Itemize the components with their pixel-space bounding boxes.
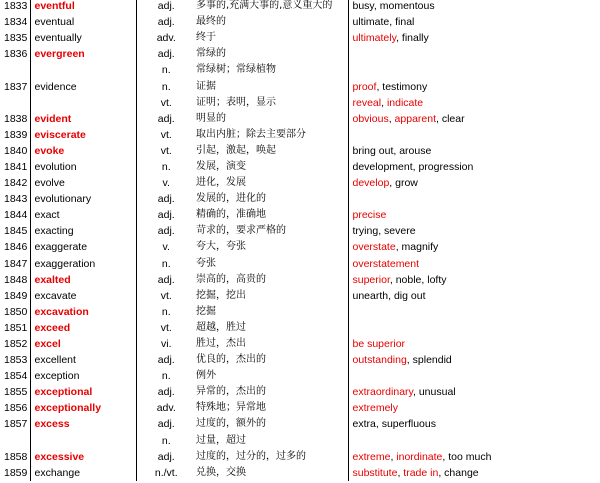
chinese-definition: 兑换，交换 xyxy=(192,465,348,481)
synonyms-cell xyxy=(348,304,600,320)
chinese-definition: 证明；表明，显示 xyxy=(192,95,348,111)
entry-number: 1840 xyxy=(0,143,30,159)
synonym: development xyxy=(352,160,413,173)
chinese-definition: 挖掘，挖出 xyxy=(192,288,348,304)
synonym-separator: , xyxy=(397,466,404,479)
vocab-row xyxy=(0,0,600,14)
synonym: extremely xyxy=(352,402,399,415)
synonyms-cell xyxy=(348,384,600,400)
synonym-separator: , xyxy=(396,32,402,45)
synonym: apparent xyxy=(394,112,436,125)
synonym: dig out xyxy=(393,289,426,302)
part-of-speech: n. xyxy=(161,370,171,383)
synonyms-cell xyxy=(348,175,600,191)
chinese-definition: 胜过，杰出 xyxy=(192,336,348,352)
vocab-row xyxy=(0,336,600,352)
synonym: noble xyxy=(395,273,422,286)
part-of-speech: vt. xyxy=(160,128,172,141)
synonym: be superior xyxy=(352,338,406,351)
synonym: overstate xyxy=(352,241,396,254)
entry-number xyxy=(0,95,30,111)
entry-word: eventually xyxy=(30,30,136,46)
entry-number xyxy=(0,62,30,78)
entry-number: 1836 xyxy=(0,46,30,62)
synonym: trade in xyxy=(403,466,439,479)
synonyms-cell xyxy=(348,320,600,336)
vocab-row xyxy=(0,368,600,384)
entry-number: 1835 xyxy=(0,30,30,46)
part-of-speech: adj. xyxy=(157,0,175,13)
vocab-row xyxy=(0,14,600,30)
entry-word: exacting xyxy=(30,223,136,239)
chinese-definition: 特殊地；异常地 xyxy=(192,400,348,416)
part-of-speech: n./vt. xyxy=(154,466,178,479)
synonym: severe xyxy=(384,225,416,238)
synonym: bring out xyxy=(352,144,394,157)
chinese-definition: 优良的，杰出的 xyxy=(192,352,348,368)
synonym: extra xyxy=(352,418,376,431)
vocab-row xyxy=(0,433,600,449)
part-of-speech: vt. xyxy=(160,96,172,109)
entry-word: exception xyxy=(30,368,136,384)
synonyms-cell xyxy=(348,449,600,465)
part-of-speech: v. xyxy=(162,241,170,254)
entry-number: 1847 xyxy=(0,256,30,272)
synonym: grow xyxy=(395,177,418,190)
part-of-speech: vt. xyxy=(160,144,172,157)
synonyms-cell xyxy=(348,159,600,175)
part-of-speech: adj. xyxy=(157,418,175,431)
synonym: splendid xyxy=(412,354,452,367)
chinese-definition: 最终的 xyxy=(192,14,348,30)
vocab-row xyxy=(0,78,600,94)
vocab-row xyxy=(0,62,600,78)
part-of-speech: n. xyxy=(161,64,171,77)
vocab-row xyxy=(0,352,600,368)
vocab-row xyxy=(0,384,600,400)
synonym: overstatement xyxy=(352,257,420,270)
synonym: precise xyxy=(352,209,387,222)
part-of-speech: adj. xyxy=(157,16,175,29)
part-of-speech: adv. xyxy=(156,402,176,415)
vocab-row xyxy=(0,46,600,62)
synonyms-cell xyxy=(348,239,600,255)
entry-word: excessive xyxy=(30,449,136,465)
part-of-speech: vt. xyxy=(160,321,172,334)
synonym: superior xyxy=(352,273,390,286)
entry-number: 1850 xyxy=(0,304,30,320)
vocab-row xyxy=(0,288,600,304)
chinese-definition: 终于 xyxy=(192,30,348,46)
entry-word: eventual xyxy=(30,14,136,30)
chinese-definition: 明显的 xyxy=(192,111,348,127)
synonym-separator: , xyxy=(389,177,396,190)
entry-word xyxy=(30,433,136,449)
part-of-speech: n. xyxy=(161,160,171,173)
vocab-row xyxy=(0,175,600,191)
synonyms-cell xyxy=(348,143,600,159)
synonym: unearth xyxy=(352,289,389,302)
synonym: testimony xyxy=(382,80,428,93)
chinese-definition: 异常的，杰出的 xyxy=(192,384,348,400)
chinese-definition: 夸张 xyxy=(192,256,348,272)
synonym-separator: , xyxy=(388,289,394,302)
synonym: magnify xyxy=(401,241,439,254)
synonym-separator: , xyxy=(406,354,413,367)
part-of-speech: n. xyxy=(161,305,171,318)
synonym: ultimate xyxy=(352,16,390,29)
synonym: indicate xyxy=(386,96,424,109)
synonym: develop xyxy=(352,177,390,190)
entry-number: 1856 xyxy=(0,400,30,416)
chinese-definition: 发展的，进化的 xyxy=(192,191,348,207)
entry-number: 1859 xyxy=(0,465,30,481)
chinese-definition: 崇高的，高贵的 xyxy=(192,272,348,288)
entry-number: 1858 xyxy=(0,449,30,465)
vocab-row xyxy=(0,256,600,272)
synonym-separator: , xyxy=(393,144,400,157)
entry-word: evoke xyxy=(30,143,136,159)
entry-word: excel xyxy=(30,336,136,352)
entry-word: exaggeration xyxy=(30,256,136,272)
part-of-speech: v. xyxy=(162,177,170,190)
synonym: too much xyxy=(448,450,492,463)
part-of-speech: adj. xyxy=(157,450,175,463)
entry-word: evolutionary xyxy=(30,191,136,207)
chinese-definition: 超越，胜过 xyxy=(192,320,348,336)
vocab-row xyxy=(0,111,600,127)
synonym-separator: , xyxy=(375,418,382,431)
entry-number: 1848 xyxy=(0,272,30,288)
entry-number: 1843 xyxy=(0,191,30,207)
entry-number: 1846 xyxy=(0,239,30,255)
part-of-speech: adj. xyxy=(157,273,175,286)
synonyms-cell xyxy=(348,78,600,94)
synonym-separator: , xyxy=(388,112,395,125)
entry-word: evolve xyxy=(30,175,136,191)
synonym: finally xyxy=(401,32,429,45)
chinese-definition: 证据 xyxy=(192,78,348,94)
entry-word: exceptionally xyxy=(30,400,136,416)
part-of-speech: adj. xyxy=(157,386,175,399)
synonym: inordinate xyxy=(396,450,443,463)
chinese-definition: 引起，激起，唤起 xyxy=(192,143,348,159)
entry-word xyxy=(30,62,136,78)
vocab-row xyxy=(0,416,600,432)
part-of-speech: adj. xyxy=(157,112,175,125)
part-of-speech: n. xyxy=(161,434,171,447)
vocab-row xyxy=(0,191,600,207)
synonym-separator: , xyxy=(389,16,396,29)
vocab-row xyxy=(0,239,600,255)
synonym: final xyxy=(395,16,415,29)
synonym: arouse xyxy=(399,144,432,157)
synonym-separator: , xyxy=(412,160,419,173)
entry-number: 1854 xyxy=(0,368,30,384)
entry-word: excavation xyxy=(30,304,136,320)
synonym-separator: , xyxy=(381,96,387,109)
entry-word xyxy=(30,95,136,111)
entry-number: 1842 xyxy=(0,175,30,191)
chinese-definition: 夸大，夸张 xyxy=(192,239,348,255)
entry-word: evidence xyxy=(30,78,136,94)
synonym: momentous xyxy=(379,0,435,13)
entry-word: excess xyxy=(30,416,136,432)
synonyms-cell xyxy=(348,46,600,62)
synonym: busy xyxy=(352,0,374,13)
vocab-row xyxy=(0,143,600,159)
synonyms-cell xyxy=(348,14,600,30)
entry-number: 1855 xyxy=(0,384,30,400)
synonym: trying xyxy=(352,225,379,238)
synonym-separator: , xyxy=(442,450,449,463)
synonyms-cell xyxy=(348,368,600,384)
entry-word: evident xyxy=(30,111,136,127)
entry-number: 1833 xyxy=(0,0,30,14)
synonym-separator: , xyxy=(395,241,402,254)
chinese-definition: 过量，超过 xyxy=(192,433,348,449)
synonyms-cell xyxy=(348,62,600,78)
entry-number: 1841 xyxy=(0,159,30,175)
synonyms-cell xyxy=(348,272,600,288)
synonym: superfluous xyxy=(381,418,436,431)
entry-number: 1839 xyxy=(0,127,30,143)
synonym: unusual xyxy=(418,386,456,399)
entry-number: 1857 xyxy=(0,416,30,432)
entry-word: exaggerate xyxy=(30,239,136,255)
chinese-definition: 进化，发展 xyxy=(192,175,348,191)
synonyms-cell xyxy=(348,400,600,416)
entry-word: exact xyxy=(30,207,136,223)
entry-number: 1837 xyxy=(0,78,30,94)
entry-number xyxy=(0,433,30,449)
synonym-separator: , xyxy=(373,0,380,13)
part-of-speech: vi. xyxy=(161,338,172,351)
entry-word: exceptional xyxy=(30,384,136,400)
vocab-row xyxy=(0,449,600,465)
synonyms-cell xyxy=(348,0,600,14)
synonyms-cell xyxy=(348,223,600,239)
part-of-speech: vt. xyxy=(160,289,172,302)
chinese-definition: 常绿树；常绿植物 xyxy=(192,62,348,78)
synonyms-cell xyxy=(348,433,600,449)
synonym-separator: , xyxy=(376,80,383,93)
entry-word: evergreen xyxy=(30,46,136,62)
synonyms-cell xyxy=(348,336,600,352)
synonym: lofty xyxy=(427,273,447,286)
vocab-row xyxy=(0,30,600,46)
synonym-separator: , xyxy=(389,273,396,286)
entry-number: 1851 xyxy=(0,320,30,336)
entry-word: exchange xyxy=(30,465,136,481)
chinese-definition: 苛求的，要求严格的 xyxy=(192,223,348,239)
synonym: progression xyxy=(418,160,474,173)
synonym: ultimately xyxy=(352,32,397,45)
synonym: extraordinary xyxy=(352,386,413,399)
synonyms-cell xyxy=(348,207,600,223)
chinese-definition: 发展，演变 xyxy=(192,159,348,175)
vocab-row xyxy=(0,400,600,416)
synonym: substitute xyxy=(352,466,398,479)
synonyms-cell xyxy=(348,95,600,111)
entry-word: evolution xyxy=(30,159,136,175)
chinese-definition: 过度的，过分的，过多的 xyxy=(192,449,348,465)
synonym: change xyxy=(444,466,479,479)
entry-number: 1852 xyxy=(0,336,30,352)
synonym: proof xyxy=(352,80,377,93)
synonyms-cell xyxy=(348,352,600,368)
synonyms-cell xyxy=(348,111,600,127)
synonyms-cell xyxy=(348,30,600,46)
entry-number: 1849 xyxy=(0,288,30,304)
chinese-definition: 例外 xyxy=(192,368,348,384)
vocab-row xyxy=(0,320,600,336)
part-of-speech: n. xyxy=(161,257,171,270)
part-of-speech: adj. xyxy=(157,354,175,367)
vocab-row xyxy=(0,304,600,320)
part-of-speech: adj. xyxy=(157,48,175,61)
vocab-row xyxy=(0,223,600,239)
chinese-definition: 多事的,充满大事的,意义重大的 xyxy=(192,0,348,14)
chinese-definition: 常绿的 xyxy=(192,46,348,62)
vocab-row xyxy=(0,95,600,111)
chinese-definition: 过度的，额外的 xyxy=(192,416,348,432)
synonym-separator: , xyxy=(421,273,428,286)
synonyms-cell xyxy=(348,465,600,481)
synonyms-cell xyxy=(348,288,600,304)
chinese-definition: 精确的，准确地 xyxy=(192,207,348,223)
synonym-separator: , xyxy=(436,112,442,125)
vocab-row xyxy=(0,207,600,223)
chinese-definition: 挖掘 xyxy=(192,304,348,320)
entry-number: 1834 xyxy=(0,14,30,30)
entry-word: eviscerate xyxy=(30,127,136,143)
synonym-separator: , xyxy=(413,386,419,399)
synonyms-cell xyxy=(348,416,600,432)
synonym: reveal xyxy=(352,96,382,109)
vocab-row xyxy=(0,465,600,481)
synonyms-cell xyxy=(348,127,600,143)
part-of-speech: n. xyxy=(161,80,171,93)
entry-word: exceed xyxy=(30,320,136,336)
entry-word: excavate xyxy=(30,288,136,304)
entry-number: 1838 xyxy=(0,111,30,127)
part-of-speech: adj. xyxy=(157,225,175,238)
synonym: obvious xyxy=(352,112,389,125)
synonym-separator: , xyxy=(378,225,385,238)
entry-word: excellent xyxy=(30,352,136,368)
part-of-speech: adv. xyxy=(156,32,176,45)
vocab-row xyxy=(0,159,600,175)
chinese-definition: 取出内脏；除去主要部分 xyxy=(192,127,348,143)
synonym-separator: , xyxy=(438,466,445,479)
part-of-speech: adj. xyxy=(157,193,175,206)
entry-number: 1845 xyxy=(0,223,30,239)
synonym: clear xyxy=(441,112,465,125)
part-of-speech: adj. xyxy=(157,209,175,222)
entry-word: eventful xyxy=(30,0,136,14)
synonyms-cell xyxy=(348,256,600,272)
entry-number: 1853 xyxy=(0,352,30,368)
synonym: outstanding xyxy=(352,354,407,367)
synonym: extreme xyxy=(352,450,391,463)
vocab-row xyxy=(0,272,600,288)
entry-number: 1844 xyxy=(0,207,30,223)
synonyms-cell xyxy=(348,191,600,207)
vocab-row xyxy=(0,127,600,143)
entry-word: exalted xyxy=(30,272,136,288)
synonym-separator: , xyxy=(390,450,397,463)
